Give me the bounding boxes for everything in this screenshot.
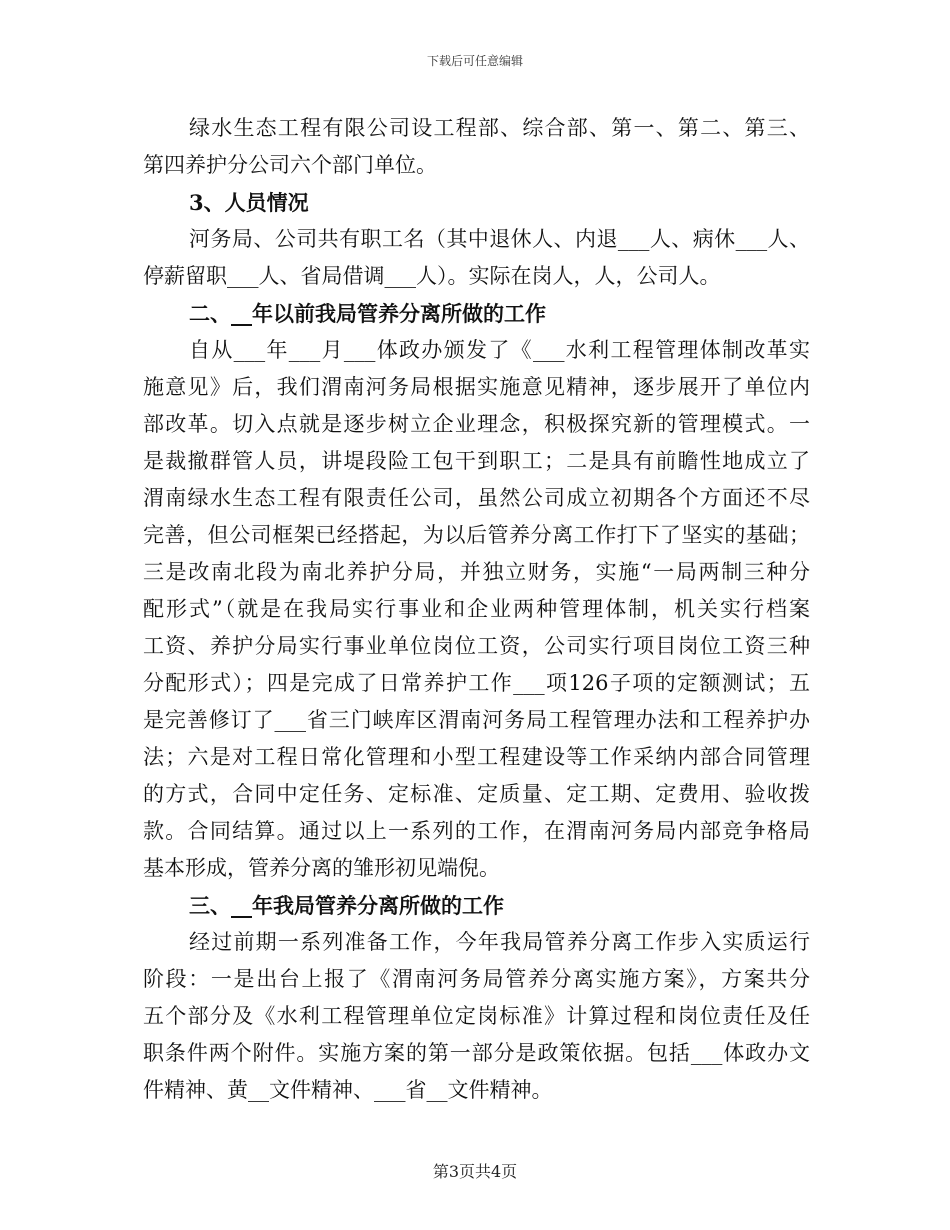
text-line: 是裁撤群管人员，讲堤段险工包干到职工；二是具有前瞻性地成立了 [143, 449, 810, 473]
text-line: 完善，但公司框架已经搭起，为以后管养分离工作打下了坚实的基础； [143, 523, 810, 547]
section-heading: 3、人员情况 [189, 190, 309, 215]
section-heading: 三、__年我局管养分离所做的工作 [189, 893, 504, 918]
text-line: 第四养护分公司六个部门单位。 [143, 153, 437, 177]
page-header: 下载后可任意编辑 [426, 54, 523, 68]
text-line: 阶段：一是出台上报了《渭南河务局管养分离实施方案》，方案共分 [143, 967, 810, 991]
text-line: 渭南绿水生态工程有限责任公司，虽然公司成立初期各个方面还不尽 [143, 486, 810, 510]
text-line: 工资、养护分局实行事业单位岗位工资，公司实行项目岗位工资三种 [143, 634, 810, 658]
text-line: 是完善修订了___省三门峡库区渭南河务局工程管理办法和工程养护办 [143, 708, 810, 732]
page-footer: 第3页共4页 [432, 1162, 518, 1181]
text-line: 经过前期一系列准备工作，今年我局管养分离工作步入实质运行 [189, 930, 810, 954]
text-line: 款。合同结算。通过以上一系列的工作，在渭南河务局内部竞争格局 [143, 819, 810, 843]
text-line: 三是改南北段为南北养护分局，并独立财务，实施“一局两制三种分 [143, 560, 810, 584]
text-line: 绿水生态工程有限公司设工程部、综合部、第一、第二、第三、 [189, 116, 810, 140]
text-line: 河务局、公司共有职工名（其中退休人、内退___人、病休___人、 [189, 227, 810, 251]
document-body [143, 110, 810, 1109]
text-line: 施意见》后，我们渭南河务局根据实施意见精神，逐步展开了单位内 [143, 375, 810, 399]
text-line: 基本形成，管养分离的雏形初见端倪。 [143, 856, 500, 880]
text-line: 部改革。切入点就是逐步树立企业理念，积极探究新的管理模式。一 [143, 412, 810, 436]
text-line: 停薪留职___人、省局借调___人）。实际在岗人，人，公司人。 [143, 264, 721, 288]
text-line: 法；六是对工程日常化管理和小型工程建设等工作采纳内部合同管理 [143, 745, 810, 769]
text-line: 职条件两个附件。实施方案的第一部分是政策依据。包括___体政办文 [143, 1041, 810, 1065]
text-line: 五个部分及《水利工程管理单位定岗标准》计算过程和岗位责任及任 [143, 1004, 810, 1028]
text-line: 自从___年___月___体政办颁发了《___水利工程管理体制改革实 [189, 338, 810, 362]
section-heading: 二、__年以前我局管养分离所做的工作 [189, 301, 546, 326]
text-line: 分配形式）；四是完成了日常养护工作___项126子项的定额测试；五 [143, 671, 810, 695]
text-line: 配形式”（就是在我局实行事业和企业两种管理体制，机关实行档案 [143, 597, 810, 621]
text-line: 件精神、黄__文件精神、___省__文件精神。 [143, 1078, 553, 1102]
text-line: 的方式，合同中定任务、定标准、定质量、定工期、定费用、验收拨 [143, 782, 810, 806]
